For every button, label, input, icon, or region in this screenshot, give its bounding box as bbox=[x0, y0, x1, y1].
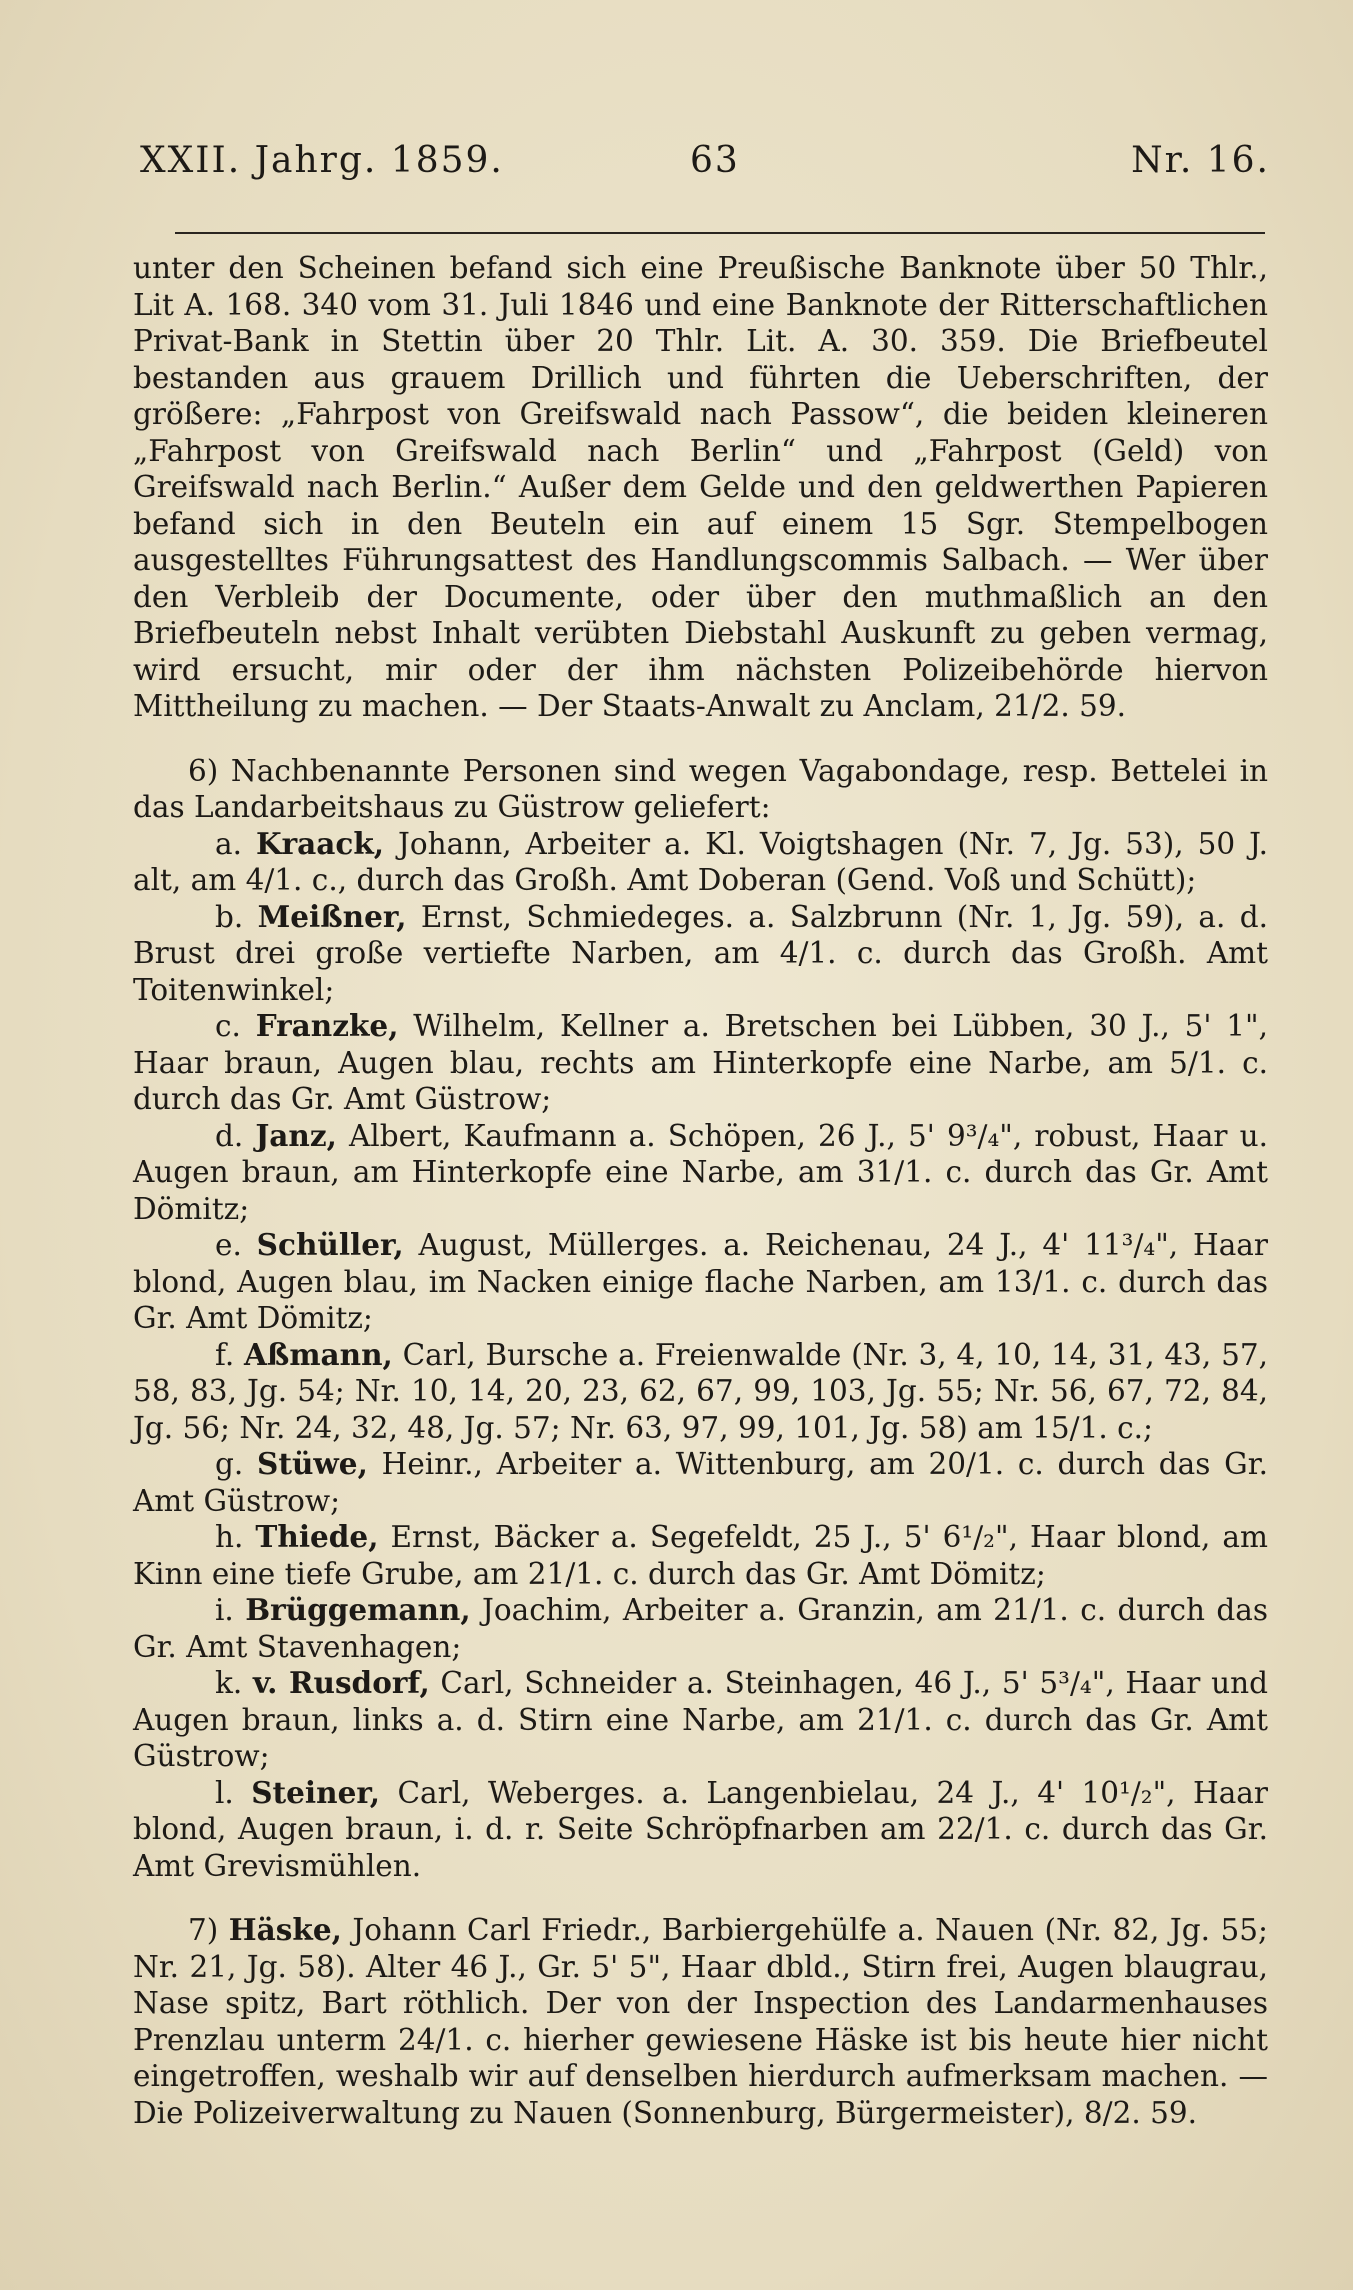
list-item: c. Franzke, Wilhelm, Kellner a. Bretschen bei Lübben, 30 J., 5' 1", Haar braun, Augen blau, rechts am Hinterkopfe eine Narbe, am 5/1. c. durch das Gr. Amt Güstrow; bbox=[133, 1008, 1269, 1116]
person-name: Steiner, bbox=[251, 1774, 381, 1810]
list-item: e. Schüller, August, Müllerges. a. Reichenau, 24 J., 4' 11³/₄", Haar blond, Augen blau, im Nacken einige flache Narben, am 13/1. c. durch das Gr. Amt Dömitz; bbox=[133, 1227, 1268, 1335]
person-name: Thiede, bbox=[255, 1519, 379, 1554]
page-header bbox=[140, 140, 1270, 200]
body-text bbox=[133, 250, 1268, 2131]
person-name: Häske, bbox=[228, 1912, 342, 1947]
paragraph-7: 7) Häske, Johann Carl Friedr., Barbiergehülfe a. Nauen (Nr. 82, Jg. 55; Nr. 21, Jg. 58). Alter 46 J., Gr. 5' 5", Haar dbld., Stirn frei, Augen blaugrau, Nase spitz, Bart röthlich. Der von der Inspection des Landarmenhauses Prenzlau unterm 24/1. c. hierher gewiesene Häske ist bis heute hier nicht eingetroffen, weshalb wir auf denselben hierdurch aufmerksam machen. — Die Polizeiverwaltung zu Nauen (Sonnenburg, Bürgermeister), 8/2. 59. bbox=[133, 1912, 1268, 2130]
paragraph-6: 6) Nachbenannte Personen sind wegen Vagabondage, resp. Bettelei in das Landarbeitshaus zu Güstrow geliefert: bbox=[133, 753, 1268, 824]
person-name: Franzke, bbox=[255, 1008, 399, 1043]
person-name: Schüller, bbox=[256, 1227, 404, 1262]
list-item: l. Steiner, Carl, Weberges. a. Langenbielau, 24 J., 4' 10¹/₂", Haar blond, Augen braun, i. d. r. Seite Schröpfnarben am 22/1. c. durch das Gr. Amt Grevismühlen. bbox=[133, 1774, 1268, 1883]
paragraph-intro: unter den Scheinen befand sich eine Preußische Banknote über 50 Thlr., Lit A. 168. 340 vom 31. Juli 1846 und eine Banknote der Ritterschaftlichen Privat-Bank in Stettin über 20 Thlr. Lit. A. 30. 359. Die Briefbeutel bestanden aus grauem Drillich und führten die Ueberschriften, der größere: „Fahrpost von Greifswald nach Passow“, die beiden kleineren „Fahrpost von Greifswald nach Berlin“ und „Fahrpost (Geld) von Greifswald nach Berlin.“ Außer dem Gelde und den geldwerthen Papieren befand sich in den Beuteln ein auf einem 15 Sgr. Stempelbogen ausgestelltes Führungsattest des Handlungscommis Salbach. — Wer über den Verbleib der Documente, oder über den muthmaßlich an den Briefbeuteln nebst Inhalt verübten Diebstahl Auskunft zu geben vermag, wird ersucht, mir oder der ihm nächsten Polizeibehörde hiervon Mittheilung zu machen. — Der Staats-Anwalt zu Anclam, 21/2. 59. bbox=[133, 251, 1268, 723]
list-item: g. Stüwe, Heinr., Arbeiter a. Wittenburg, am 20/1. c. durch das Gr. Amt Güstrow; bbox=[133, 1446, 1268, 1518]
person-name: v. Rusdorf, bbox=[252, 1665, 430, 1700]
person-name: Aßmann, bbox=[244, 1336, 393, 1372]
person-name: Brüggemann, bbox=[245, 1592, 471, 1627]
header-rule bbox=[175, 232, 1265, 234]
list-item: d. Janz, Albert, Kaufmann a. Schöpen, 26 J., 5' 9³/₄", robust, Haar u. Augen braun, am Hinterkopfe eine Narbe, am 31/1. c. durch das Gr. Amt Dömitz; bbox=[133, 1117, 1268, 1226]
list-item: a. Kraack, Johann, Arbeiter a. Kl. Voigtshagen (Nr. 7, Jg. 53), 50 J. alt, am 4/1. c., durch das Großh. Amt Doberan (Gend. Voß und Schütt); bbox=[133, 825, 1269, 897]
list-item: i. Brüggemann, Joachim, Arbeiter a. Granzin, am 21/1. c. durch das Gr. Amt Stavenhagen; bbox=[133, 1592, 1268, 1664]
list-item: h. Thiede, Ernst, Bäcker a. Segefeldt, 25 J., 5' 6¹/₂", Haar blond, am Kinn eine tiefe Grube, am 21/1. c. durch das Gr. Amt Dömitz; bbox=[133, 1519, 1268, 1591]
list-item: f. Aßmann, Carl, Bursche a. Freienwalde (Nr. 3, 4, 10, 14, 31, 43, 57, 58, 83, Jg. 54; Nr. 10, 14, 20, 23, 62, 67, 99, 103, Jg. 55; Nr. 56, 67, 72, 84, Jg. 56; Nr. 24, 32, 48, Jg. 57; Nr. 63, 97, 99, 101, Jg. 58) am 15/1. c.; bbox=[133, 1336, 1268, 1445]
page-number: 63 bbox=[690, 140, 740, 181]
list-item: b. Meißner, Ernst, Schmiedeges. a. Salzbrunn (Nr. 1, Jg. 59), a. d. Brust drei große vertiefte Narben, am 4/1. c. durch das Großh. Amt Toitenwinkel; bbox=[133, 898, 1268, 1007]
list-item: k. v. Rusdorf, Carl, Schneider a. Steinhagen, 46 J., 5' 5³/₄", Haar und Augen braun, links a. d. Stirn eine Narbe, am 21/1. c. durch das Gr. Amt Güstrow; bbox=[133, 1665, 1268, 1773]
person-name: Meißner, bbox=[257, 898, 407, 934]
issue-number: Nr. 16. bbox=[1131, 140, 1270, 181]
person-name: Janz, bbox=[255, 1117, 337, 1153]
person-name: Stüwe, bbox=[257, 1446, 368, 1481]
volume-year: XXII. Jahrg. 1859. bbox=[140, 140, 504, 181]
person-name: Kraack, bbox=[255, 825, 385, 861]
